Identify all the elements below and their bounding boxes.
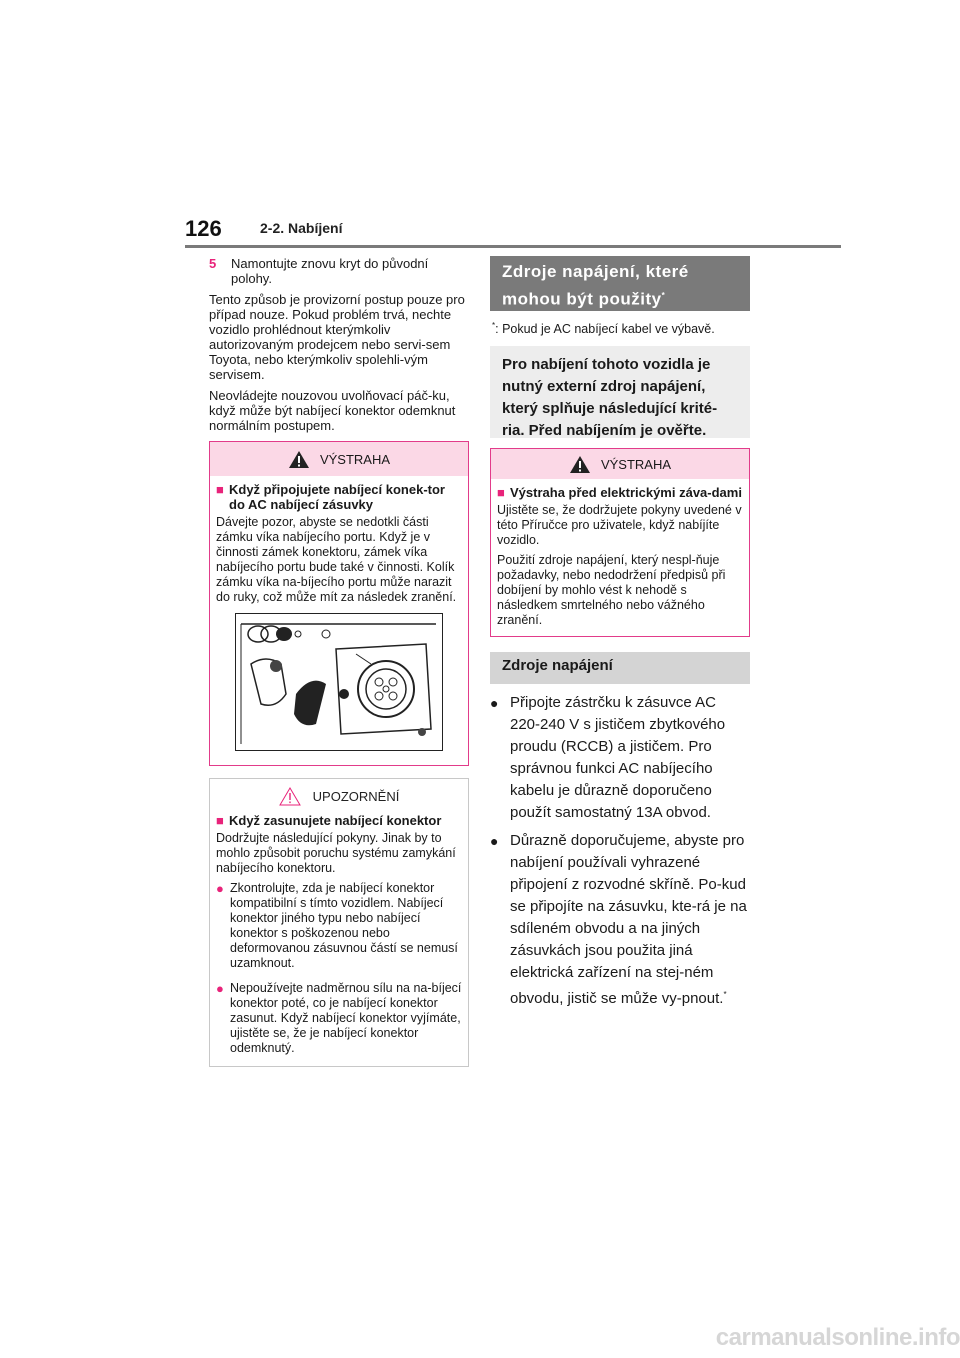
watermark: carmanualsonline.info bbox=[715, 1324, 960, 1351]
warning-heading: ■ Výstraha před elektrickými záva-dami bbox=[497, 485, 742, 501]
step-number: 5 bbox=[209, 256, 217, 271]
footnote-marker: * bbox=[661, 291, 666, 300]
paragraph-lever: Neovládejte nouzovou uvolňovací páč-ku, když může být nabíjecí konektor odemknut normálním postupem. bbox=[209, 388, 456, 433]
step-5 bbox=[209, 256, 469, 286]
round-bullet-icon: ● bbox=[490, 695, 499, 712]
section-label: 2-2. Nabíjení bbox=[260, 220, 343, 236]
square-bullet-icon: ■ bbox=[497, 485, 505, 501]
page-number: 126 bbox=[185, 216, 222, 241]
power-source-item-1: ● Připojte zástrčku k zásuvce AC 220-240 V s jističem zbytkového proudu (RCCB) a jističem. Pro správnou funkci AC nabíjecího kabelu je důrazně doporučeno použít samostatný 13A obvod. bbox=[490, 692, 750, 824]
round-bullet-icon: ● bbox=[216, 981, 224, 996]
right-column bbox=[490, 256, 750, 1016]
square-bullet-icon: ■ bbox=[216, 813, 224, 828]
power-sources-list bbox=[490, 692, 750, 1010]
notice-title: UPOZORNĚNÍ bbox=[312, 788, 400, 804]
caution-triangle-icon bbox=[279, 787, 301, 806]
page-header bbox=[185, 214, 841, 248]
square-bullet-icon: ■ bbox=[216, 482, 224, 497]
warning-title: VÝSTRAHA bbox=[600, 456, 672, 472]
step-text: Namontujte znovu kryt do původní polohy. bbox=[231, 256, 429, 286]
round-bullet-icon: ● bbox=[216, 881, 224, 896]
warning-heading: ■ Když připojujete nabíjecí konek-tor do AC nabíjecí zásuvky bbox=[216, 482, 445, 512]
charging-port-drawing bbox=[236, 614, 441, 749]
warning-box-electrical bbox=[490, 448, 750, 637]
warning-box bbox=[209, 441, 469, 766]
notice-heading: ■ Když zasunujete nabíjecí konektor bbox=[216, 813, 442, 828]
power-source-item-2: ● Důrazně doporučujeme, abyste pro nabíjení používali vyhrazené připojení z rozvodné skříně. Po-kud se připojíte na zásuvku, kte-rá je na sdíleném obvodu a na jiných zásuvkách jsou použita jiná elektrická zařízení na stej-ném obvodu, jistič se může vy-pnout.* bbox=[490, 830, 750, 1010]
round-bullet-icon: ● bbox=[490, 833, 499, 850]
notice-bullet-2: ● Nepoužívejte nadměrnou sílu na na-bíjecí konektor poté, co je nabíjecí konektor zasunut. Když nabíjecí konektor vyjímáte, ujistěte se, že je nabíjecí konektor odemknutý. bbox=[216, 981, 462, 1055]
warning-header bbox=[210, 442, 468, 476]
left-column bbox=[209, 256, 469, 1067]
power-sources-heading: Zdroje napájení bbox=[490, 652, 750, 684]
warning-header bbox=[491, 449, 749, 479]
charging-port-illustration bbox=[235, 613, 443, 751]
intro-box: Pro nabíjení tohoto vozidla je nutný externí zdroj napájení, který splňuje následující krité-ria. Před nabíjením je ověřte. bbox=[490, 346, 750, 438]
section-banner: Zdroje napájení, které mohou být použity* bbox=[490, 256, 750, 311]
notice-box bbox=[209, 778, 469, 1067]
warning-text-2: Použití zdroje napájení, který nespl-ňuje požadavky, nebo nedodržení předpisů při dobíjení by mohlo vést k nehodě s následkem smrtelného nebo vážného zranění. bbox=[497, 553, 726, 628]
footnote-marker: * bbox=[723, 990, 727, 1000]
warning-title: VÝSTRAHA bbox=[319, 451, 391, 467]
notice-bullet-1: ● Zkontrolujte, zda je nabíjecí konektor kompatibilní s tímto vozidlem. Nabíjecí konektor jiného typu nebo nabíjecí konektor s poškozenou nebo deformovanou zásuvnou částí se nemusí uzamknout. bbox=[216, 881, 458, 970]
notice-text: Dodržujte následující pokyny. Jinak by to mohlo způsobit poruchu systému zamykání nabíjecího konektoru. bbox=[216, 831, 456, 875]
warning-text-1: Ujistěte se, že dodržujete pokyny uvedené v této Příručce pro uživatele, když nabíjíte vozidlo. bbox=[497, 503, 742, 548]
notice-header bbox=[210, 779, 468, 813]
paragraph-emergency: Tento způsob je provizorní postup pouze pro případ nouze. Pokud problém trvá, nechte vozidlo prohlédnout kterýmkoliv autorizovaným prodejcem nebo servi-sem Toyota, nebo kterýmkoliv spolehli-vým servisem. bbox=[209, 292, 465, 382]
warning-triangle-icon bbox=[569, 455, 591, 474]
warning-text: Dávejte pozor, abyste se nedotkli části zámku víka nabíjecího portu. Když je v činnosti zámek konektoru, zámek víka nabíjecího portu bude také v činnosti. Kolík zámku víka na-bíjecího portu může narazit do ruky, což může mít za následek zranění. bbox=[216, 515, 457, 604]
warning-triangle-icon bbox=[288, 450, 310, 469]
footnote: *: Pokud je AC nabíjecí kabel ve výbavě. bbox=[492, 321, 715, 337]
